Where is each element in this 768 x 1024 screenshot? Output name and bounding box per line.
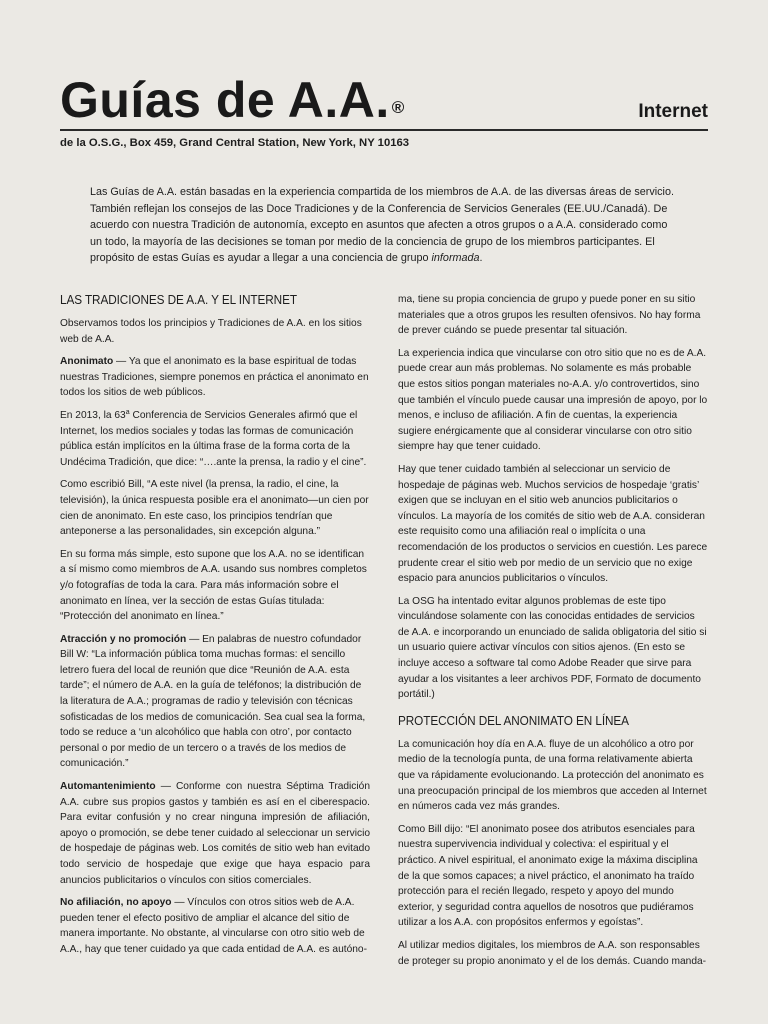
registered-mark: ® (391, 98, 405, 117)
paragraph-lead: Atracción y no promoción (60, 633, 187, 645)
header-rule (60, 129, 708, 131)
paragraph-text: — Vínculos con otros sitios web de A.A. pueden tener el efecto positivo de ampliar el alcance del sitio de manera importante. No obstante, al vincularse con otro sitio web de A.A., hay que tener cuidado ya que cada entidad de A.A. es autóno- (60, 897, 367, 955)
paragraph-conference (60, 408, 370, 470)
paragraph-text: — Conforme con nuestra Séptima Tradición A.A. cubre sus propios gastos y también es así en el ciberespacio. Para evitar confusión y no crear ninguna impresión de afiliación, apoyo o promoción, se debe tener cuidado al seleccionar un servicio de hospedaje de páginas web. Los comités de sitio web han evitado todo servicio de hospedaje que exige que haya espacio para anuncios publicitarios o vínculos con sitios comerciales. (60, 781, 370, 886)
address-line: de la O.S.G., Box 459, Grand Central Station, New York, NY 10163 (60, 137, 410, 149)
paragraph-automantenimiento (60, 779, 370, 888)
page-title (60, 72, 405, 136)
paragraph: ma, tiene su propia conciencia de grupo y puede poner en su sitio materiales que a otros grupos les resulten ofensivos. No hay forma de prever cuándo se puede presentar tal situación. (398, 294, 701, 337)
paragraph-text: — Ya que el anonimato es la base espiritual de todas nuestras Tradiciones, siempre ponemos en práctica el anonimato en todos los sitios de web públicos. (60, 356, 369, 399)
left-column (60, 292, 370, 965)
paragraph-no-afiliacion (60, 895, 370, 957)
paragraph: La OSG ha intentado evitar algunos problemas de este tipo vinculándose solamente con las conocidas entidades de servicios de A.A. e incorporando un enunciado de salida obligatoria del sitio si un usuario quiere activar vínculos con sitios ajenos. (En esto se incluye acceso a software tal como Adobe Reader que sirve para ayudar a los visitantes a leer archivos PDF, Formato de documento portátil.) (398, 595, 707, 701)
paragraph: La experiencia indica que vincularse con otro sitio que no es de A.A. puede crear aun más problemas. No solamente es más probable que estos sitios pongan materiales no-A.A. y/o controvertidos, sino que también el vínculo puede causar una impresión de apoyo, por lo menos, e incluso de afiliación. A fin de cuentas, la experiencia sugiere enérgicamente que al considerar vincularse con otro sitio siempre hay que tener cuidado. (398, 347, 708, 453)
intro-text: Las Guías de A.A. están basadas en la experiencia compartida de los miembros de A.A. de las diversas áreas de servicio. También reflejan los consejos de las Doce Tradiciones y de la Conferencia de Servicios Generales (EE.UU./Canadá). De acuerdo con nuestra Tradición de autonomía, excepto en asuntos que afecten a otros grupos o a A.A. considerado como un todo, la mayoría de las decisiones se toman por medio de la conciencia de grupo de los miembros participantes. El propósito de estas Guías es ayudar a llegar a una conciencia de grupo (90, 186, 674, 264)
ordinal-superscript: a (125, 408, 130, 416)
section-heading-traditions: LAS TRADICIONES DE A.A. Y EL INTERNET (60, 292, 297, 307)
intro-emphasis: informada (431, 252, 480, 264)
intro-end: . (479, 252, 483, 264)
paragraph-text: Conferencia de Servicios Generales afirmó que el Internet, los medios sociales y todas las formas de comunicación pública están implícitos en la última frase de la forma corta de la Undécima Tradición, que dice: “….ante la prensa, la radio y el cine”. (60, 409, 367, 468)
paragraph: Al utilizar medios digitales, los miembros de A.A. son responsables de proteger su propio anonimato y el de los demás. Cuando manda- (398, 939, 707, 967)
paragraph: Como Bill dijo: “El anonimato posee dos atributos esenciales para nuestra supervivencia individual y colectiva: el espiritual y el práctico. A nivel espiritual, el anonimato exige la máxima disciplina de la que somos capaces; a nivel práctico, el anonimato ha traído protección para el recién llegado, respeto y apoyo del mundo exterior, y seguridad contra aquellos de nosotros que pudiéramos utilizar a los A.A. con propósitos enfermos y egoístas”. (398, 823, 698, 929)
paragraph: En su forma más simple, esto supone que los A.A. no se identifican a sí mismo como miembros de A.A. usando sus nombres completos y/o fotografías de toda la cara. Para más información sobre el anonimato en línea, ver la sección de estas Guías titulada: “Protección del anonimato en línea.” (60, 548, 367, 623)
paragraph-lead: Anonimato (60, 356, 114, 368)
intro-paragraph (90, 184, 680, 267)
paragraph-anonimato (60, 354, 370, 401)
right-column (398, 292, 708, 976)
section-heading-anonimato: PROTECCIÓN DEL ANONIMATO EN LÍNEA (398, 712, 629, 728)
paragraph: Observamos todos los principios y Tradiciones de A.A. en los sitios web de A.A. (60, 318, 362, 345)
paragraph-lead: Automantenimiento (60, 781, 156, 793)
paragraph-atraccion (60, 632, 370, 772)
paragraph-text: — En palabras de nuestro cofundador Bill W: “La información pública toma muchas formas: el sencillo letrero fuera del local de reunión que dice “Reunión de A.A. esta tarde”; el número de A.A. en la guía de teléfonos; la distribución de la literatura de A.A.; programas de radio y televisión con técnicas sofisticadas de los medios de comunicación. Sea cual sea la forma, todo se reduce a ‘un alcohólico que habla con otro’, por contacto personal o por medio de un tercero o a través de los medios de comunicación.” (60, 633, 366, 770)
paragraph: Como escribió Bill, “A este nivel (la prensa, la radio, el cine, la televisión), la única respuesta posible era el anonimato—un cien por cien de anonimato. En este caso, los principios tendrían que anteponerse a las personalidades, sin excepción alguna.” (60, 479, 369, 538)
page-title-text: Guías de A.A. (60, 72, 390, 128)
paragraph: Hay que tener cuidado también al seleccionar un servicio de hospedaje de páginas web. Muchos servicios de hospedaje ‘gratis’ exigen que se incluyan en el sitio web anuncios publicitarios o vínculos. La mayoría de los comités de sitio web de A.A. consideran este requisito como una afiliación real o implícita o una recomendación de los productos o servicios en cuestión. Les parece prudente crear el sitio web por medio de un servicio que no exige espacio para anuncios publicitarios o vínculos. (398, 463, 708, 585)
paragraph: La comunicación hoy día en A.A. fluye de un alcohólico a otro por medio de la tecnología punta, de una forma relativamente abierta que va rápidamente evolucionando. La protección del anonimato es una preocupación principal de los miembros que acceden al Internet en números cada vez más grandes. (398, 738, 707, 813)
section-tag: Internet (638, 101, 708, 122)
paragraph-text: En 2013, la 63 (60, 409, 126, 421)
paragraph-lead: No afiliación, no apoyo (60, 897, 172, 909)
